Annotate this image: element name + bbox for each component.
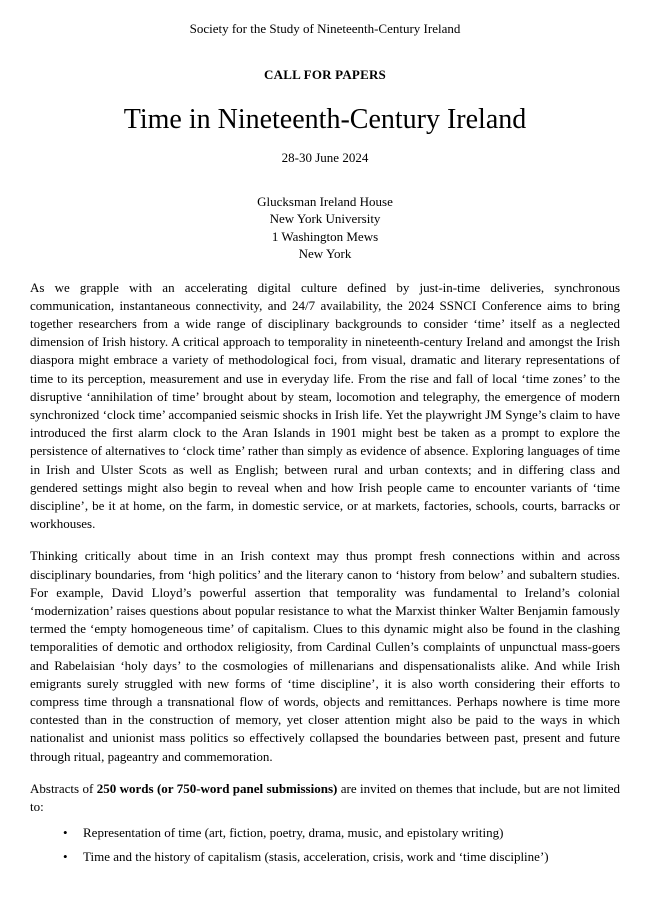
theme-item-representation-of-time <box>30 824 620 842</box>
theme-item-history-of-capitalism <box>30 848 620 866</box>
call-for-papers-heading: CALL FOR PAPERS <box>264 67 386 83</box>
theme-text: Time and the history of capitalism (stasis, acceleration, crisis, work and ‘time discipline’) <box>83 848 549 864</box>
abstracts-text-prefix: Abstracts of <box>30 780 97 796</box>
abstracts-text-suffix: are invited on themes that include, but are not limited to: <box>30 780 620 815</box>
paragraph-abstracts-invitation <box>30 780 620 816</box>
abstracts-text-bold: 250 words (or 750-word panel submissions) <box>96 780 338 796</box>
theme-text: Representation of time (art, fiction, poetry, drama, music, and epistolary writing) <box>83 825 504 841</box>
conference-dates: 28-30 June 2024 <box>281 150 369 166</box>
venue-line-1: Glucksman Ireland House <box>257 193 393 209</box>
venue-line-2: New York University <box>269 211 381 227</box>
venue-line-3: 1 Washington Mews <box>271 228 379 244</box>
paragraph-conference-overview: As we grapple with an accelerating digital culture defined by just-in-time deliveries, synchronous communication, instantaneous connectivity, and 24/7 availability, the 2024 SSNCI Conference aims to bring together researchers from a wide range of disciplinary backgrounds to consider ‘time’ itself as a neglected dimension of Irish history. A critical approach to temporality in nineteenth-century Ireland and amongst the Irish diaspora might embrace a variety of methodological foci, from visual, dramatic and literary representations of time to its perception, measurement and use in everyday life. From the rise and fall of local ‘time zones’ to the disruptive ‘annihilation of time’ brought about by steam, locomotion and telegraphy, the emergence of modern synchronized ‘clock time’ accompanied seismic shocks in Irish life. Yet the playwright JM Synge’s claim to have introduced the first alarm clock to the Aran Islands in 1901 might best be taken as a prompt to explore the persistence of alternatives to ‘clock time’ rather than simply as evidence of absence. Exploring languages of time in Irish and Ulster Scots as well as English; between rural and urban contexts; and in differing class and gendered settings might also begin to reveal when and how Irish people came to encounter variants of ‘time discipline’, be it at home, on the farm, in domestic service, or at markets, factories, schools, courts, barracks or workhouses. <box>30 279 620 532</box>
themes-list <box>30 824 620 865</box>
conference-title: Time in Nineteenth-Century Ireland <box>123 104 527 136</box>
venue-line-4: New York <box>298 246 352 262</box>
society-name: Society for the Study of Nineteenth-Century Ireland <box>189 21 461 36</box>
paragraph-disciplinary-context: Thinking critically about time in an Irish context may thus prompt fresh connections within and across disciplinary boundaries, from ‘high politics’ and the literary canon to ‘history from below’ and subaltern studies. For example, David Lloyd’s powerful assertion that temporality was fundamental to Ireland’s colonial ‘modernization’ raises questions about popular resistance to what the Marxist thinker Walter Benjamin famously termed the ‘empty homogeneous time’ of capitalism. Clues to this dynamic might also be found in the clashing temporalities of demotic and orthodox religiosity, from Cardinal Cullen’s complaints of unpunctual mass-goers and Rabelaisian ‘holy days’ to the cosmologies of millenarians and dispensationalists alike. And while Irish emigrants surely struggled with new forms of ‘time discipline’, it is also worth considering their efforts to compress time through a transnational flow of words, objects and remittances. Perhaps nowhere is time more contested than in the construction of memory, yet closer attention might also be paid to the ways in which nationalist and unionist mass politics so effectively collapsed the boundaries between past, present and future through ritual, pageantry and commemoration. <box>30 548 620 764</box>
venue-address-block <box>30 193 620 263</box>
